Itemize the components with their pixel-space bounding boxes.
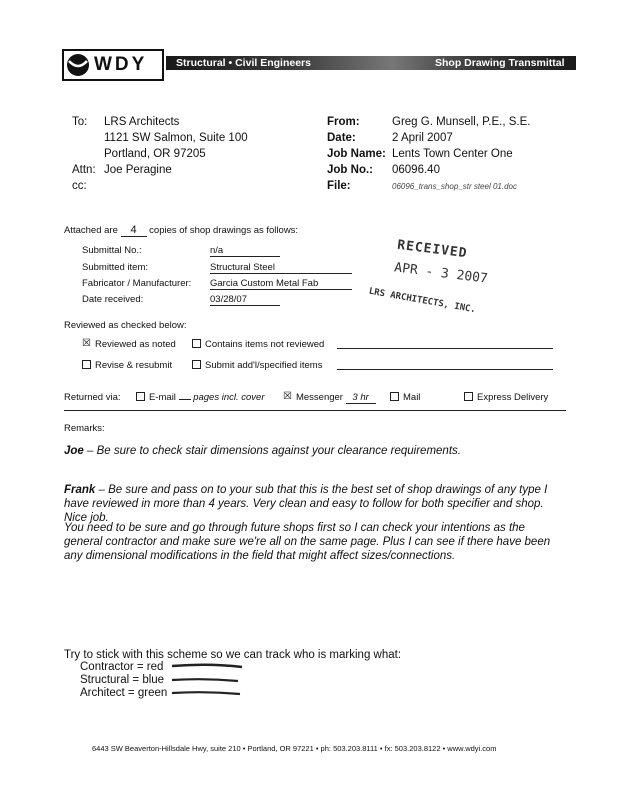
legend-marker-strokes	[170, 660, 250, 700]
architect-stroke	[172, 692, 240, 694]
remark-joe	[64, 444, 564, 458]
returned-express-label: Express Delivery	[477, 392, 549, 403]
review-opt-submit-addl[interactable]	[192, 360, 322, 371]
fabricator-value: Garcia Custom Metal Fab	[210, 278, 352, 290]
job-no-value: 06096.40	[392, 164, 440, 176]
received-stamp-title: RECEIVED	[396, 237, 469, 262]
attached-count: 4	[121, 224, 147, 237]
attn-label: Attn:	[72, 164, 96, 176]
received-stamp-date: APR - 3 2007	[393, 260, 489, 287]
document-title: Shop Drawing Transmittal	[435, 57, 565, 69]
legend-structural: Structural = blue	[80, 674, 165, 686]
contractor-stroke	[172, 665, 242, 667]
submittal-no-value: n/a	[210, 245, 280, 257]
to-line-2: 1121 SW Salmon, Suite 100	[104, 132, 248, 144]
checkbox-icon[interactable]	[192, 339, 201, 348]
submitted-item-label: Submitted item:	[82, 262, 148, 273]
returned-mail-label: Mail	[403, 392, 421, 403]
job-no-label: Job No.:	[327, 164, 373, 176]
attn-value: Joe Peragine	[104, 164, 172, 176]
from-value: Greg G. Munsell, P.E., S.E.	[392, 116, 531, 128]
attached-line	[64, 224, 298, 237]
returned-messenger-label: Messenger	[295, 392, 343, 403]
review-opt-reviewed-as-noted[interactable]	[82, 339, 176, 350]
job-name-label: Job Name:	[327, 148, 386, 160]
structural-stroke	[172, 679, 238, 681]
checkbox-icon[interactable]	[192, 360, 201, 369]
header-tagline: Structural • Civil Engineers	[176, 57, 311, 69]
from-label: From:	[327, 116, 360, 128]
submittal-no-label: Submittal No.:	[82, 245, 142, 256]
remark-joe-text: – Be sure to check stair dimensions against your clearance requirements.	[83, 445, 461, 457]
checkbox-icon[interactable]	[82, 360, 91, 369]
attached-suffix: copies of shop drawings as follows:	[149, 225, 299, 236]
date-received-value: 03/28/07	[210, 294, 280, 306]
returned-email-note: pages incl. cover	[193, 392, 265, 403]
checked-box-icon[interactable]: ☒	[82, 337, 91, 349]
remarks-label: Remarks:	[64, 423, 105, 434]
legend-intro: Try to stick with this scheme so we can track who is marking what:	[64, 649, 402, 661]
date-value: 2 April 2007	[392, 132, 453, 144]
file-label: File:	[327, 180, 351, 192]
checkbox-icon[interactable]	[390, 392, 399, 401]
review-opt-label: Contains items not reviewed	[205, 339, 325, 350]
received-stamp-firm: LRS ARCHITECTS, INC.	[367, 286, 477, 316]
returned-mail[interactable]	[390, 392, 420, 403]
review-heading: Reviewed as checked below:	[64, 320, 187, 331]
returned-via-label: Returned via:	[64, 392, 121, 403]
to-line-1: LRS Architects	[104, 116, 180, 128]
date-received-label: Date received:	[82, 294, 144, 305]
divider-line	[64, 410, 566, 411]
legend-contractor: Contractor = red	[80, 661, 164, 673]
email-pages-blank	[179, 399, 191, 400]
remark-frank-text: – Be sure and pass on to your sub that this is the best set of shop drawings of any type I have reviewed in more than 4 years. Very clean and easy to follow for both specifier and shop. Nice job.	[64, 484, 548, 524]
logo-circle-icon	[66, 53, 90, 77]
review-opt-label: Submit add'l/specified items	[205, 360, 323, 371]
checked-box-icon[interactable]: ☒	[283, 390, 292, 402]
review-opt-revise[interactable]	[82, 360, 172, 371]
returned-express[interactable]	[464, 392, 548, 403]
job-name-value: Lents Town Center One	[392, 148, 513, 160]
to-label: To:	[72, 116, 88, 128]
cc-label: cc:	[72, 180, 87, 192]
remark-frank-name: Frank	[64, 484, 96, 496]
checkbox-icon[interactable]	[464, 392, 473, 401]
review-line-2	[337, 369, 553, 370]
date-label: Date:	[327, 132, 356, 144]
returned-email[interactable]	[136, 392, 265, 403]
review-opt-label: Reviewed as noted	[94, 339, 176, 350]
footer-address: 6443 SW Beaverton-Hillsdale Hwy, suite 210 • Portland, OR 97221 • ph: 503.203.8111 • fx: 503.203.8122 • www.wdyi.com	[92, 744, 497, 753]
returned-messenger[interactable]	[283, 392, 376, 404]
returned-email-label: E-mail	[149, 392, 176, 403]
submitted-item-value: Structural Steel	[210, 262, 352, 274]
remark-contractor: You need to be sure and go through future shops first so I can check your intentions as the general contractor and make sure we're all on the same page. Plus I can see if there have been any dimensional modifications in the field that might affect sizes/connections.	[64, 522, 551, 562]
legend-architect: Architect = green	[80, 687, 168, 699]
remark-joe-name: Joe	[64, 445, 84, 457]
file-value: 06096_trans_shop_str steel 01.doc	[392, 182, 517, 191]
review-opt-label: Revise & resubmit	[95, 360, 173, 371]
logo-text: WDY	[94, 54, 148, 75]
attached-prefix: Attached are	[64, 225, 118, 236]
messenger-value: 3 hr	[346, 392, 376, 404]
to-line-3: Portland, OR 97205	[104, 148, 206, 160]
remark-frank	[64, 483, 564, 525]
fabricator-label: Fabricator / Manufacturer:	[82, 278, 192, 289]
checkbox-icon[interactable]	[136, 392, 145, 401]
review-opt-contains-items[interactable]	[192, 339, 324, 350]
company-logo	[62, 49, 164, 81]
review-line-1	[337, 348, 553, 349]
